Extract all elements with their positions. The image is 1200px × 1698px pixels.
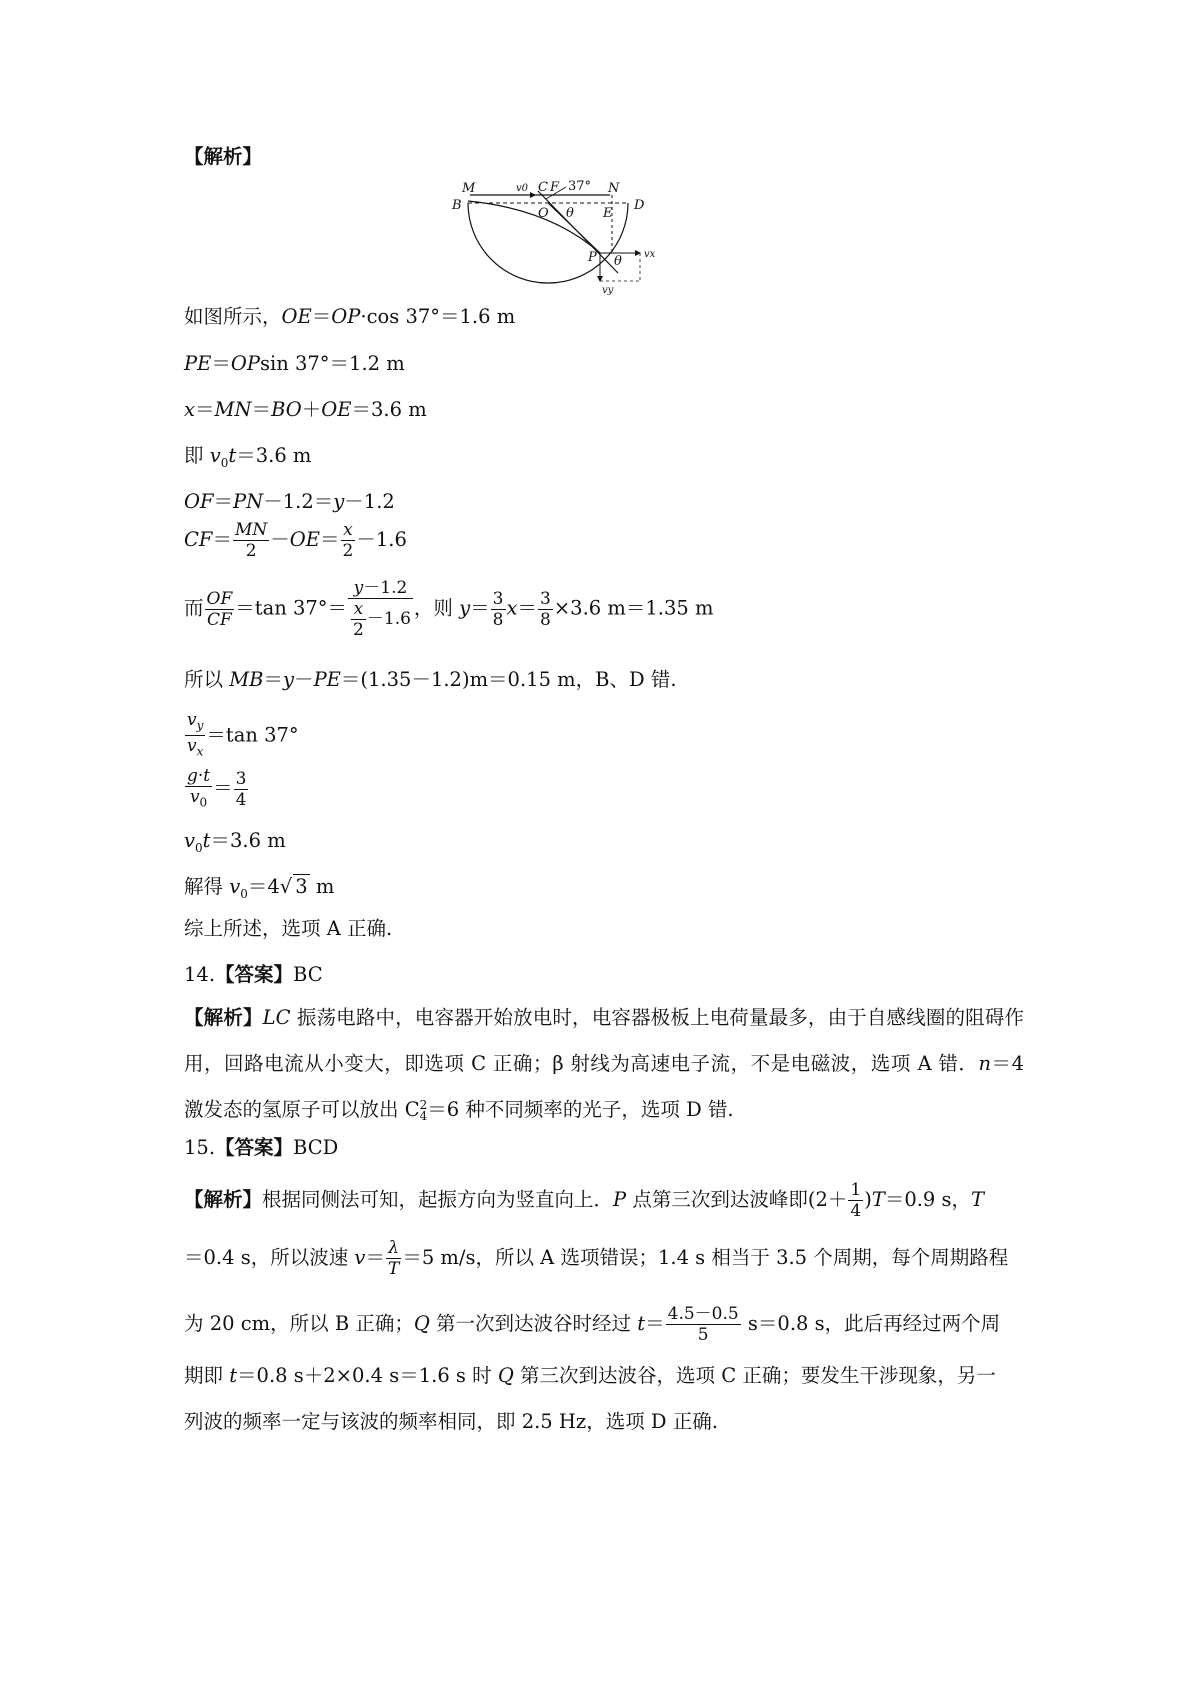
equation-v0t: 即 $v_0t=3.6$ m [184, 444, 312, 470]
q15-explanation-line2: ＝0.4 s，所以波速 v＝ $\frac{\lambda}{T}$ ＝5 m/s，所以 A 选项错误；1.4 s 相当于 3.5 个周期，每个周期路程 [184, 1238, 1009, 1279]
label-p: P [588, 250, 597, 265]
label-n: N [608, 181, 620, 196]
label-vx: vx [644, 249, 656, 260]
label-m: M [462, 181, 476, 196]
label-vy: vy [602, 285, 614, 296]
q14-answer: 14.【答案】BC [184, 963, 323, 986]
equation-x: x＝MN＝BO＋OE＝3.6 m [184, 398, 427, 421]
radius-op [548, 203, 600, 253]
label-c: C [538, 180, 548, 195]
label-d: D [634, 198, 645, 213]
equation-vy-vx: $\frac{v_y}{v_x}$ ＝tan 37° [187, 710, 299, 759]
equation-pe: PE＝OPsin 37°＝1.2 m [184, 352, 405, 375]
q15-answer: 15.【答案】BCD [184, 1136, 339, 1159]
trajectory [468, 201, 600, 253]
q15-explanation-line3: 为 20 cm，所以 B 正确；Q 第一次到达波谷时经过 t＝ $\frac{4.5-0.5}{5}$ s＝0.8 s，此后再经过两个周 [184, 1304, 1001, 1345]
equation-gt-v0: $\frac{g\cdot t}{v_0}$ ＝ $\frac{3}{4}$ [187, 766, 247, 810]
label-e: E [603, 206, 613, 221]
equation-oe: 如图所示，OE＝OP·cos 37°＝1.6 m [184, 305, 516, 328]
q15-explanation-line1: 【解析】根据同侧法可知，起振方向为竖直向上．P 点第三次到达波峰即(2＋ $\frac{1}{4}$ )T＝0.9 s，T [184, 1180, 985, 1221]
equation-v0-result: 解得 $v_0=4√$ 3 m [184, 875, 335, 901]
conclusion-line: 综上所述，选项 A 正确. [184, 917, 393, 940]
geometry-diagram [452, 179, 700, 296]
equation-v0t-repeat: $v_0t=3.6$ m [184, 829, 286, 855]
label-v0: v0 [516, 183, 529, 194]
equation-cf: CF＝ $\frac{MN}{2}$ －OE＝ $\frac{x}{2}$ －1.6 [184, 520, 407, 561]
equation-of: OF＝PN－1.2＝y－1.2 [184, 490, 395, 513]
label-theta-top: θ [566, 206, 574, 221]
equation-tan37: 而 $\frac{OF}{CF}$ ＝tan 37°＝ y－1.2 $\frac{x}{2}$ －1.6 ，则 y＝ $\frac{3}{8}$ x＝ $\frac{3}{8}$ ×3.6 m＝1.35 m [184, 578, 714, 640]
section-heading: 【解析】 [184, 145, 263, 168]
label-o: O [538, 206, 549, 221]
q15-explanation-line5: 列波的频率一定与该波的频率相同，即 2.5 Hz，选项 D 正确. [184, 1410, 718, 1433]
q14-explanation: 【解析】LC 振荡电路中，电容器开始放电时，电容器极板上电荷量最多，由于自感线圈的阻碍作用，回路电流从小变大，即选项 C 正确；β 射线为高速电子流，不是电磁波，选项 A 错．n＝4 激发态的氢原子可以放出 C 2 4 ＝6 种不同频率的光子，选项 D 错. [184, 1006, 1024, 1123]
equation-mb: 所以 MB＝y－PE＝(1.35－1.2)m＝0.15 m，B、D 错. [184, 668, 677, 691]
label-b: B [452, 198, 462, 213]
q15-explanation-line4: 期即 t＝0.8 s＋2×0.4 s＝1.6 s 时 Q 第三次到达波谷，选项 C 正确；要发生干涉现象，另一 [184, 1364, 996, 1387]
label-37: 37° [568, 179, 592, 194]
label-theta-bottom: θ [614, 254, 622, 269]
label-f: F [550, 180, 560, 195]
